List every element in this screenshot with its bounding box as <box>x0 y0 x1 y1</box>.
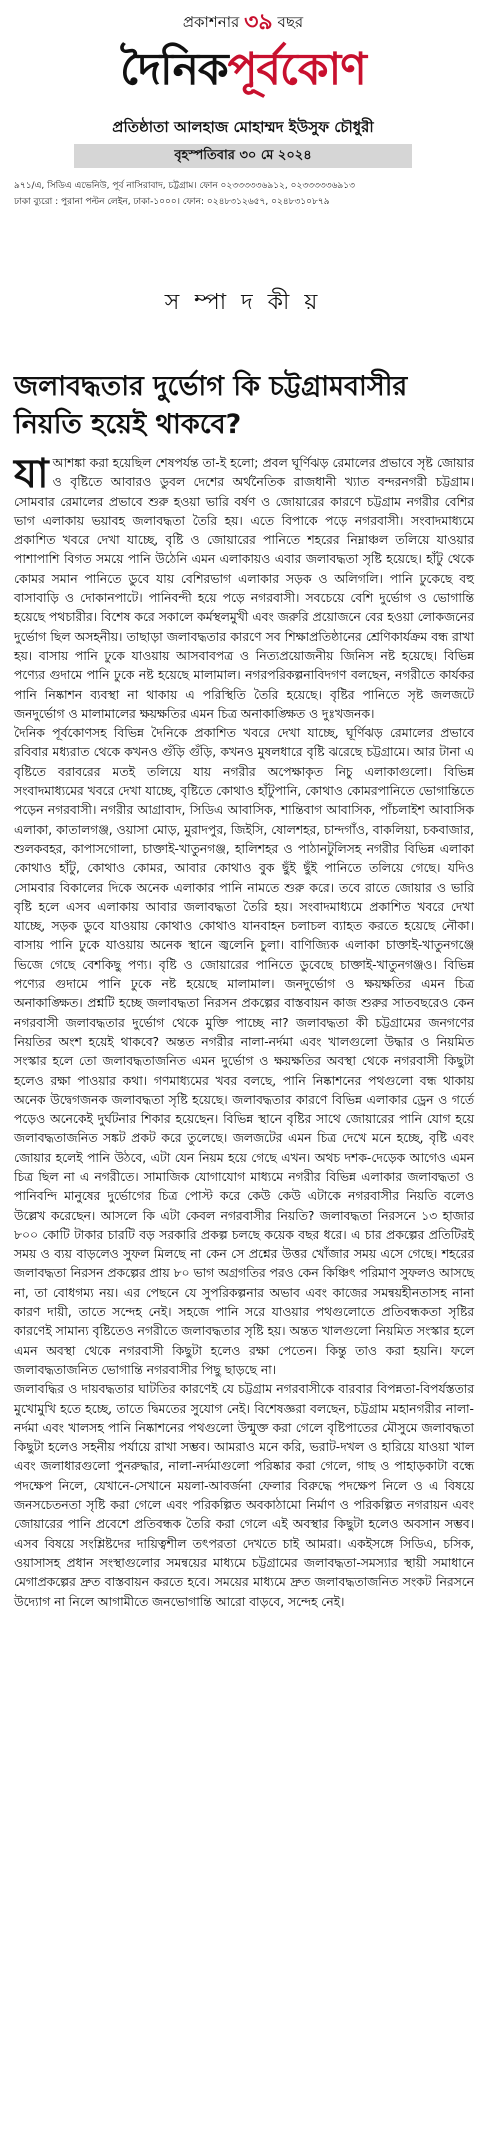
address-line-1: ৯৭১/এ, সিডিএ এভেনিউ, পূর্ব নাসিরাবাদ, চট্টগ্রাম। ফোন ০২৩৩৩৩৩৬৯১২, ০২৩৩৩৩৩৬৯১৩ <box>14 181 355 191</box>
article-headline: জলাবদ্ধতার দুর্ভোগ কি চট্টগ্রামবাসীর নিয়তি হয়েই থাকবে? <box>14 371 408 440</box>
newspaper-masthead <box>0 40 486 100</box>
article-paragraph-3: জলাবদ্ধির ও দায়বদ্ধতার ঘাটতির কারণেই যে চট্টগ্রাম নগরবাসীকে বারবার বিপন্নতা-বিপর্যস্ততার মুখোমুখি হতে হচ্ছে, তাতে দ্বিমতের সুযোগ নেই। বিশেষজ্ঞরা বলছেন, চট্টগ্রাম মহানগরীর নালা-নর্দমা এবং খালসহ পানি নিষ্কাশনের পথগুলো উন্মুক্ত করা গেলে বৃষ্টিপাতের মৌসুমে জলাবদ্ধতা কিছুটা হলেও সহনীয় পর্যায়ে রাখা সম্ভব। আমরাও মনে করি, ভরাট-দখল ও হারিয়ে যাওয়া খাল এবং জলাধারগুলো পুনরুদ্ধার, নালা-নর্দমাগুলো পরিষ্কার করা গেলে, গাছ ও পাহাড়কাটা বন্ধে পদক্ষেপ নিলে, যেখানে-সেখানে ময়লা-আবর্জনা ফেলার বিরুদ্ধে পদক্ষেপ নিলে ও এ বিষয়ে জনসচেতনতা সৃষ্টি করা গেলে এবং পরিকল্পিত অবকাঠামো নির্মাণ ও পরিকল্পিত নগরায়ন এবং জোয়ারের পানি প্রবেশে প্রতিবন্ধক তৈরি করা গেলে এই অবস্থার কিছুটা হলেও অবসান সম্ভব। এসব বিষয়ে সংশ্লিষ্টদের দায়িত্বশীল তৎপরতা দেখতে চাই আমরা। একইসঙ্গে সিডিএ, চসিক, ওয়াসাসহ প্রধান সংস্থাগুলোর সমন্বয়ের মাধ্যমে চট্টগ্রামের জলাবদ্ধতা-সমস্যার স্থায়ী সমাধানে মেগাপ্রকল্পের দ্রুত বাস্তবায়ন করতে হবে। সময়ের মাধ্যমে দ্রুত জলাবদ্ধতাজনিত সংকট নিরসনে উদ্যোগ না নিলে আগামীতে জনভোগান্তি আরো বাড়বে, সন্দেহ নেই। <box>14 1382 474 1609</box>
anniversary-banner <box>0 12 486 33</box>
anniversary-number: ৩৯ <box>244 10 273 35</box>
drop-cap: যা <box>14 451 49 497</box>
article-paragraph-1 <box>14 451 474 724</box>
date-bar: বৃহস্পতিবার ৩০ মে ২০২৪ <box>74 144 412 168</box>
founder-line: প্রতিষ্ঠাতা আলহাজ মোহাম্মদ ইউসুফ চৌধুরী <box>112 118 374 136</box>
section-title: স ম্পা দ কী য় <box>164 290 322 315</box>
masthead-black: দৈনিক <box>120 44 228 95</box>
address-block <box>14 178 474 210</box>
article-body <box>14 451 474 1612</box>
anniversary-prefix: প্রকাশনার <box>182 13 240 31</box>
address-line-2: ঢাকা ব্যুরো : পুরানা পল্টন লেইন, ঢাকা-১০০০। ফোন: ০২৪৮৩১২৬৫৭, ০২৪৮৩১০৮৭৯ <box>14 197 330 207</box>
anniversary-suffix: বছর <box>277 13 304 31</box>
masthead-red: পূর্বকোণ <box>227 44 366 95</box>
article-paragraph-2: দৈনিক পূর্বকোণসহ বিভিন্ন দৈনিকে প্রকাশিত খবরে দেখা যাচ্ছে, ঘূর্ণিঝড় রেমালের প্রভাবে রবিবার মধ্যরাত থেকে কখনও গুঁড়ি গুঁড়ি, কখনও মুষলধারে বৃষ্টি ঝরেছে চট্টগ্রামে। আর টানা এ বৃষ্টিতে বরাবরের মতই তলিয়ে যায় নগরীর অপেক্ষাকৃত নিচু এলাকাগুলো। বিভিন্ন সংবাদমাধ্যমের খবরে দেখা যাচ্ছে, বৃষ্টিতে কোথাও হাঁটুপানি, কোথাও কোমরপানিতে ভোগান্তিতে পড়েন নগরবাসী। নগরীর আগ্রাবাদ, সিডিএ আবাসিক, শান্তিবাগ আবাসিক, পাঁচলাইশ আবাসিক এলাকা, কাতালগঞ্জ, ওয়াসা মোড়, মুরাদপুর, জিইসি, ষোলশহর, চান্দগাঁও, বাকলিয়া, চকবাজার, শুলকবহর, কাপাসগোলা, চাক্তাই-খাতুনগঞ্জ, হালিশহর ও পাঠানটুলিসহ নগরীর বিভিন্ন এলাকা কোথাও হাঁটু, কোথাও কোমর, আবার কোথাও বুক ছুঁই ছুঁই পানিতে তলিয়ে গেছে। যদিও সোমবার বিকালের দিকে অনেক এলাকার পানি নামতে শুরু করে। তবে রাতে জোয়ার ও ভারি বৃষ্টি হলে এসব এলাকায় আবার জলাবদ্ধতা তৈরি হয়। সংবাদমাধ্যমে প্রকাশিত খবরে দেখা যাচ্ছে, সড়ক ডুবে যাওয়ায় কোথাও কোথাও যানবাহন চলাচল ব্যাহত করতে হয়েছে নৌকা। বাসায় পানি ঢুকে যাওয়ায় অনেক স্থানে জ্বলেনি চুলা। বাণিজ্যিক এলাকা চাক্তাই-খাতুনগঞ্জে ভিজে গেছে বেশকিছু পণ্য। বৃষ্টি ও জোয়ারের পানিতে ডুবেছে চাক্তাই-খাতুনগঞ্জও। বিভিন্ন পণ্যের গুদামে পানি ঢুকে নষ্ট হয়েছে মালামাল। জনদুর্ভোগ ও ক্ষয়ক্ষতির এমন চিত্র অনাকাঙ্ক্ষিত। প্রশ্নটি হচ্ছে জলাবদ্ধতা নিরসন প্রকল্পের বাস্তবায়ন কাজ শুরুর সাতবছরেও কেন নগরবাসী জলাবদ্ধতার দুর্ভোগ থেকে মুক্তি পাচ্ছে না? জলাবদ্ধতা কী চট্টগ্রামের জনগণের নিয়তির অংশ হয়েই থাকবে? অন্তত নগরীর নালা-নর্দমা এবং খালগুলো উদ্ধার ও নিয়মিত সংস্কার হলে তো জলাবদ্ধতাজনিত এমন দুর্ভোগ ও ক্ষয়ক্ষতির অবস্থা থেকে নগরবাসী কিছুটা হলেও রক্ষা পাওয়ার কথা। গণমাধ্যমের খবর বলছে, পানি নিষ্কাশনের পথগুলো বন্ধ থাকায় অনেক উদ্বেগজনক জলাবদ্ধতা সৃষ্টি হয়েছে। জলাবদ্ধতার কারণে বিভিন্ন এলাকার ড্রেন ও গর্তে পড়েও অনেকেই দুর্ঘটনার শিকার হয়েছেন। বিভিন্ন স্থানে বৃষ্টির সাথে জোয়ারের পানি যোগ হয়ে জলাবদ্ধতাজনিত সঙ্কট প্রকট করে তুলেছে। জলজটের এমন চিত্র দেখে মনে হচ্ছে, বৃষ্টি এবং জোয়ার হলেই পানি উঠবে, এটা যেন নিয়ম হয়ে গেছে এখন। অথচ দশক-দেড়েক আগেও এমন চিত্র ছিল না এ নগরীতে। সামাজিক যোগাযোগ মাধ্যমে নগরীর বিভিন্ন এলাকার জলাবদ্ধতা ও পানিবন্দি মানুষের দুর্ভোগের চিত্র পোস্ট করে কেউ কেউ এটাকে নগরবাসীর নিয়তি বলেও উল্লেখ করেছেন। আসলে কি এটা কেবল নগরবাসীর নিয়তি? জলাবদ্ধতা নিরসনে ১৩ হাজার ৮০০ কোটি টাকার চারটি বড় সরকারি প্রকল্প চলছে কয়েক বছর ধরে। এ চার প্রকল্পের প্রতিটিরই সময় ও ব্যয় বাড়লেও সুফল মিলছে না কেন সে প্রশ্নের উত্তর খোঁজার সময় এসে গেছে। শহরের জলাবদ্ধতা নিরসন প্রকল্পের প্রায় ৮০ ভাগ অগ্রগতির পরও কেন কিঞ্চিৎ পরিমাণ সুফলও আসছে না, তা বোধগম্য নয়। এর পেছনে যে সুপরিকল্পনার অভাব এবং কাজের সমন্বয়হীনতাসহ নানা কারণ দায়ী, তাতে সন্দেহ নেই। সহজে পানি সরে যাওয়ার পথগুলোতে প্রতিবন্ধকতা সৃষ্টির কারণেই সামান্য বৃষ্টিতেও নগরীতে জলাবদ্ধতার সৃষ্টি হয়। অন্তত খালগুলো নিয়মিত সংস্কার হলে এমন অবস্থা থেকে নগরবাসী কিছুটা হলেও রক্ষা পেতেন। কিন্তু তাও করা হয়নি। ফলে জলাবদ্ধতাজনিত ভোগান্তি নগরবাসীর পিছু ছাড়ছে না। <box>14 726 474 1377</box>
paragraph-1-text: আশঙ্কা করা হয়েছিল শেষপর্যন্ত তা-ই হলো; প্রবল ঘূর্ণিঝড় রেমালের প্রভাবে সৃষ্ট জোয়ার ও বৃষ্টিতে আবারও ডুবল দেশের অর্থনৈতিক রাজধানী খ্যাত বন্দরনগরী চট্টগ্রাম। সোমবার রেমালের প্রভাবে শুরু হওয়া ভারি বর্ষণ ও জোয়ারের কারণে চট্টগ্রাম নগরীর বেশির ভাগ এলাকায় ভয়াবহ জলাবদ্ধতা তৈরি হয়। এতে বিপাকে পড়ে নগরবাসী। সংবাদমাধ্যমে প্রকাশিত খবরে দেখা যাচ্ছে, বৃষ্টি ও জোয়ারের পানিতে শহরের নিম্নাঞ্চল তলিয়ে যাওয়ার পাশাপাশি বিগত সময়ে পানি উঠেনি এমন এলাকায়ও এবার জলাবদ্ধতা সৃষ্টি হয়েছে। হাঁটু থেকে কোমর সমান পানিতে ডুবে যায় বেশিরভাগ এলাকার সড়ক ও অলিগলি। পানি ঢুকেছে বহু বাসাবাড়ি ও দোকানপাটে। পানিবন্দী হয়ে পড়ে নগরবাসী। সবচেয়ে বেশি দুর্ভোগ ও ভোগান্তি হয়েছে পথচারীর। বিশেষ করে সকালে কর্মস্থলমুখী এবং জরুরি প্রয়োজনে বের হওয়া লোকজনের দুর্ভোগ ছিল অসহনীয়। তাছাড়া জলাবদ্ধতার কারণে সব শিক্ষাপ্রতিষ্ঠানের শ্রেণিকার্যক্রম বন্ধ রাখা হয়। বাসায় পানি ঢুকে যাওয়ায় আসবাবপত্র ও নিত্যপ্রয়োজনীয় জিনিস নষ্ট হয়েছে। বিভিন্ন পণ্যের গুদামে পানি ঢুকে নষ্ট হয়েছে মালামাল। নগরপরিকল্পনাবিদগণ বলছেন, নগরীতে কার্যকর পানি নিষ্কাশন ব্যবস্থা না থাকায় এ পরিস্থিতি তৈরি হয়েছে। বৃষ্টির পানিতে সৃষ্ট জলজটে জনদুর্ভোগ ও মালামালের ক্ষয়ক্ষতির এমন চিত্র অনাকাঙ্ক্ষিত ও দুঃখজনক। <box>14 456 474 721</box>
